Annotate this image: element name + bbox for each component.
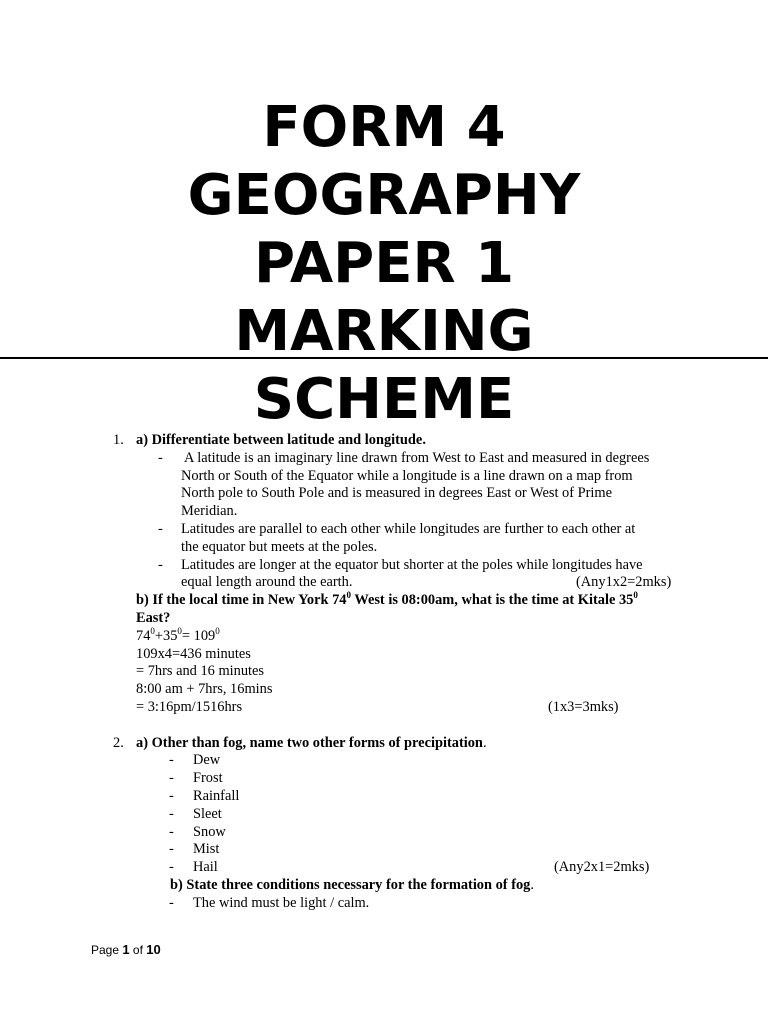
marks-allocation: (1x3=3mks) (548, 698, 619, 715)
bullet-dash: - (158, 449, 163, 466)
question-text: a) Differentiate between latitude and longitude. (136, 432, 426, 448)
answer-text: Rainfall (193, 787, 240, 804)
answer-line (0, 521, 768, 539)
title-line: SCHEME (253, 367, 515, 432)
question-1-b-heading-cont (0, 610, 768, 628)
answer-line (0, 574, 768, 592)
question-2-a-heading (0, 735, 768, 753)
working-text: = 7hrs and 16 minutes (136, 663, 265, 680)
page-footer (91, 942, 161, 957)
page-label: Page (91, 943, 123, 957)
working-line (0, 663, 768, 681)
answer-line (0, 841, 768, 859)
answer-text: equal length around the earth. (181, 574, 353, 591)
answer-line (0, 788, 768, 806)
question-text: a) Other than fog, name two other forms of precipitation. (136, 734, 487, 751)
answer-text: Latitudes are parallel to each other while longitudes are further to each other at (181, 520, 636, 537)
answer-line (0, 752, 768, 770)
marks-allocation: (Any2x1=2mks) (554, 859, 650, 876)
working-line (0, 646, 768, 664)
page-total: 10 (146, 942, 161, 957)
answer-text: Hail (193, 859, 218, 876)
working-text: $74^0+35^0= 109^0$ (136, 625, 220, 644)
question-text: b) State three conditions necessary for the formation of fog. (170, 876, 534, 893)
answer-text: Sleet (193, 805, 222, 822)
bullet-dash: - (169, 787, 174, 804)
title-line: GEOGRAPHY (187, 163, 581, 228)
question-text: East? (136, 609, 171, 626)
working-line (0, 699, 768, 717)
answer-line (0, 824, 768, 842)
marking-scheme-content (0, 432, 768, 913)
working-line (0, 625, 768, 646)
answer-text: A latitude is an imaginary line drawn from West to East and measured in degrees (184, 449, 650, 466)
answer-text: Dew (193, 752, 221, 769)
answer-line (0, 503, 768, 521)
of-label: of (129, 943, 147, 957)
bullet-dash: - (169, 841, 174, 858)
bullet-dash: - (169, 805, 174, 822)
question-2-b-heading (0, 877, 768, 895)
bullet-dash: - (158, 556, 163, 573)
bullet-dash: - (158, 520, 163, 537)
answer-line (0, 539, 768, 557)
answer-text: Meridian. (181, 503, 238, 520)
question-number: 1. (113, 432, 124, 448)
working-text: 109x4=436 minutes (136, 645, 251, 662)
answer-text: North or South of the Equator while a longitude is a line drawn on a map from (181, 467, 633, 484)
question-1-b-heading (0, 592, 768, 610)
answer-line (0, 450, 768, 468)
title-line: MARKING (234, 299, 534, 364)
answer-line (0, 770, 768, 788)
bullet-dash: - (169, 823, 174, 840)
title-line: PAPER 1 (253, 231, 515, 296)
answer-text: Mist (193, 841, 220, 858)
horizontal-rule (0, 357, 768, 359)
page-number: 1 (122, 942, 130, 957)
working-text: = 3:16pm/1516hrs (136, 698, 243, 715)
marks-allocation: (Any1x2=2mks) (576, 574, 672, 591)
answer-text: The wind must be light / calm. (193, 894, 370, 911)
title-line: FORM 4 (262, 95, 506, 160)
answer-text: Frost (193, 770, 223, 787)
question-1-a-heading (0, 432, 768, 450)
answer-text: Latitudes are longer at the equator but shorter at the poles while longitudes have (181, 556, 643, 573)
answer-line (0, 859, 768, 877)
working-text: 8:00 am + 7hrs, 16mins (136, 681, 273, 698)
answer-text: the equator but meets at the poles. (181, 538, 378, 555)
document-title (0, 94, 768, 434)
bullet-dash: - (169, 894, 174, 911)
question-text: b) If the local time in New York $74^0$ West is 08:00am, what is the time at Kitale $35^0$ (136, 590, 638, 609)
answer-line (0, 485, 768, 503)
answer-text: Snow (193, 823, 226, 840)
question-number: 2. (113, 734, 124, 751)
answer-text: North pole to South Pole and is measured in degrees East or West of Prime (181, 485, 613, 502)
bullet-dash: - (169, 770, 174, 787)
bullet-dash: - (169, 752, 174, 769)
answer-line (0, 806, 768, 824)
working-line (0, 681, 768, 699)
answer-line (0, 468, 768, 486)
bullet-dash: - (169, 859, 174, 876)
answer-line (0, 895, 768, 913)
answer-line (0, 557, 768, 575)
